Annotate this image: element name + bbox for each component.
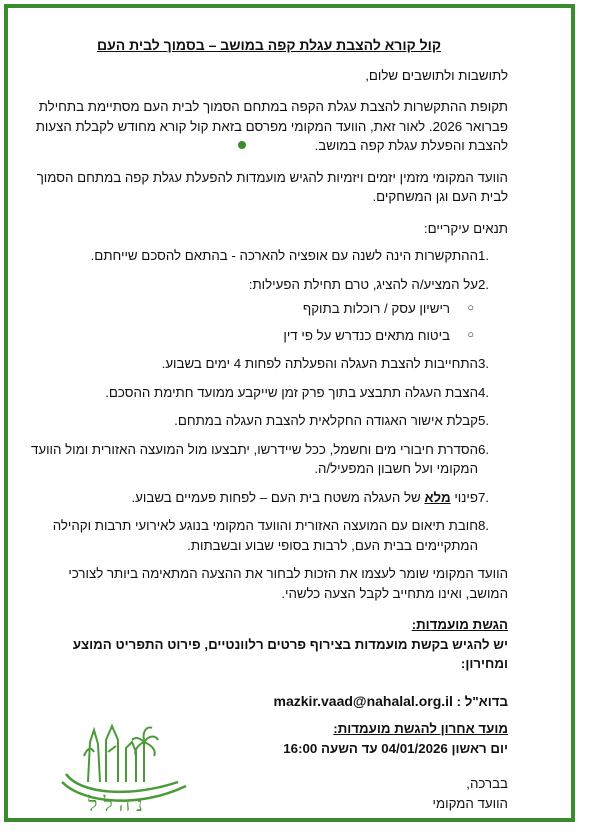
- list-number: 2.: [478, 276, 490, 292]
- list-item-text: חובת תיאום עם המועצה האזורית והוועד המקומי בנוגע לאירועי תרבות וקהילה המתקיימים בבית העם, לרבות בסופי שבוע ובשבתות.: [52, 518, 478, 553]
- item-text-emphasis: מלא: [424, 489, 451, 505]
- list-number: 6.: [478, 441, 490, 457]
- list-item-text: הצבת העגלה תתבצע בתוך פרק זמן שייקבע ממועד חתימת ההסכם.: [105, 384, 478, 400]
- email-address[interactable]: mazkir.vaad@nahalal.org.il: [273, 692, 453, 709]
- signature: הוועד המקומי: [432, 795, 508, 811]
- email-label: בדוא"ל :: [456, 693, 508, 709]
- deadline-text: יום ראשון 04/01/2026 עד השעה 16:00: [283, 740, 508, 756]
- list-item-text: [30, 488, 478, 508]
- reserve-note: הוועד המקומי שומר לעצמו את הזכות לבחור את ההצעה המתאימה ביותר לצורכי המושב, ואינו מתחייב לקבל הצעה כלשהי.: [68, 566, 508, 601]
- conditions-list: [30, 246, 508, 555]
- list-item-text: ההתקשרות הינה לשנה עם אופציה להארכה - בהתאם להסכם שייחתם.: [90, 248, 478, 263]
- green-dot-mark: [238, 141, 246, 149]
- submission-title: הגשת מועמדות:: [411, 617, 508, 632]
- sub-item-text: רישיון עסק / רוכלות בתוקף: [302, 301, 450, 316]
- list-item-text: הסדרת חיבורי מים וחשמל, ככל שיידרשו, יתבצעו מול המועצה האזורית ומול הוועד המקומי ועל חשבון המפעיל/ה.: [31, 441, 478, 476]
- list-item: [30, 488, 508, 508]
- logo-text: נהלל: [88, 792, 149, 816]
- list-item-text: קבלת אישור האגודה החקלאית להצבת העגלה במתחם.: [174, 413, 478, 428]
- list-number: 1.: [478, 248, 490, 263]
- list-item-text: על המציע/ה להציג, טרם תחילת הפעילות:: [248, 276, 478, 292]
- intro-paragraph: תקופת ההתקשרות להצבת עגלת הקפה במתחם הסמוך לבית העם מסתיימת בתחילת פברואר 2026. לאור זאת, הוועד המקומי מפרסם בזאת קול קורא מחודש לקבלת הצעות להצבת והפעלת עגלת קפה במושב.: [35, 99, 508, 153]
- email-row: [30, 692, 508, 712]
- sub-item-text: ביטוח מתאים כנדרש על פי דין: [283, 327, 450, 343]
- list-item: [30, 440, 508, 479]
- item-text-post: של העגלה משטח בית העם – לפחות פעמיים בשבוע.: [131, 489, 421, 505]
- invitation-paragraph: הוועד המקומי מזמין יזמים ויזמיות להגיש מועמדות להפעלת עגלת קפה במתחם הסמוך לבית העם וגן המשחקים.: [36, 169, 508, 204]
- sub-list-item: [30, 299, 508, 319]
- list-number: 3.: [478, 356, 490, 371]
- item-text-pre: פינוי: [454, 489, 478, 505]
- list-number: 8.: [478, 518, 490, 533]
- announcement-document: [30, 36, 508, 813]
- list-item: [30, 516, 508, 555]
- greeting: לתושבות ולתושבים שלום,: [365, 67, 508, 83]
- circle-bullet-icon: ○: [467, 328, 474, 341]
- deadline-title: מועד אחרון להגשת מועמדות:: [333, 721, 508, 736]
- document-title: קול קורא להצבת עגלת קפה במושב – בסמוך לבית העם: [96, 37, 441, 53]
- conditions-title: תנאים עיקריים:: [423, 220, 508, 236]
- list-item: [30, 275, 508, 295]
- circle-bullet-icon: ○: [467, 302, 474, 314]
- submission-text: יש להגיש בקשת מועמדות בצירוף פרטים רלוונטיים, פירוט התפריט המוצע ומחירון:: [72, 636, 508, 671]
- list-item: [30, 411, 508, 431]
- list-item: [30, 354, 508, 374]
- list-item: [30, 246, 508, 266]
- sub-list-item: [30, 326, 508, 346]
- nahalal-logo: [60, 712, 196, 822]
- closing: בברכה,: [466, 776, 508, 791]
- list-item-text: התחייבות להצבת העגלה והפעלתה לפחות 4 ימים בשבוע.: [161, 356, 478, 371]
- list-number: 7.: [478, 489, 490, 505]
- list-number: 5.: [478, 413, 490, 428]
- list-number: 4.: [478, 384, 490, 400]
- list-item: [30, 383, 508, 403]
